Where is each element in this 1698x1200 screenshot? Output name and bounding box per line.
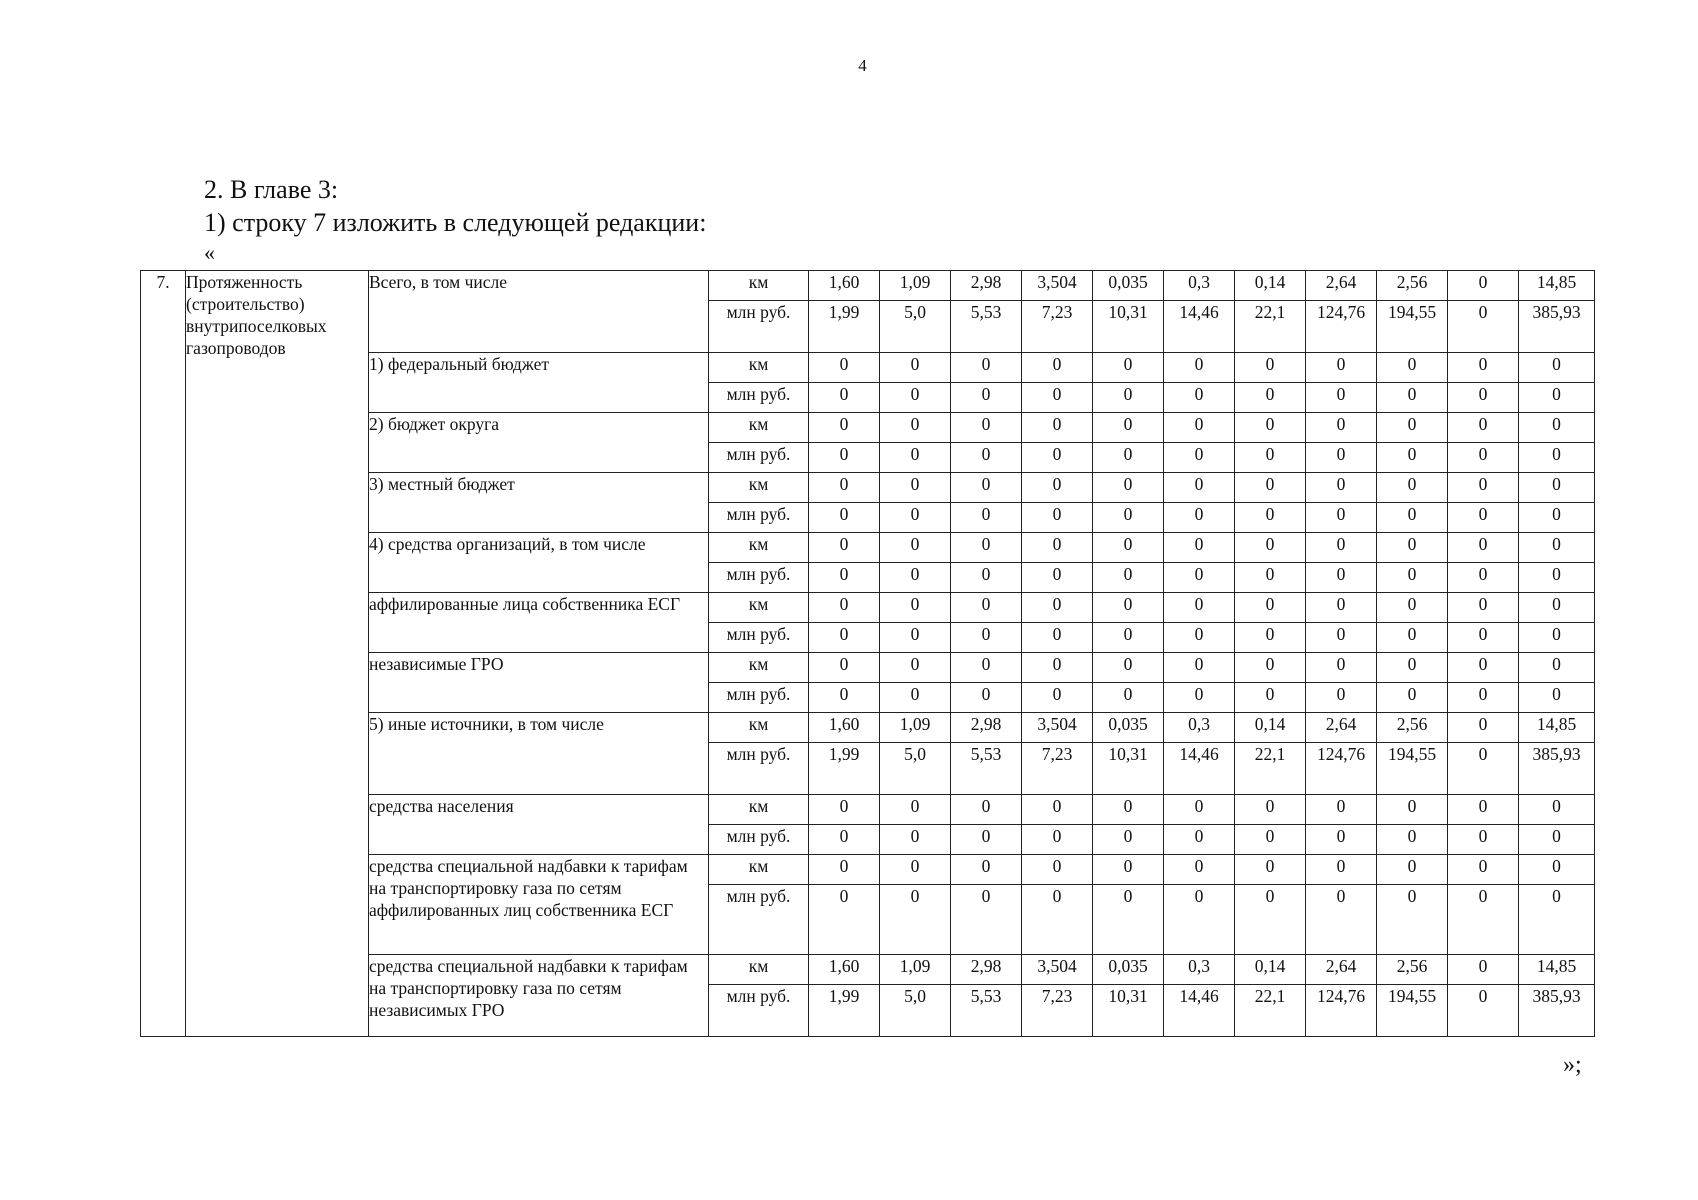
unit-km: км [709, 413, 809, 443]
value-cell: 3,504 [1022, 713, 1093, 743]
unit-km: км [709, 473, 809, 503]
value-cell: 22,1 [1235, 743, 1306, 795]
value-cell: 0 [1306, 795, 1377, 825]
value-cell: 0 [1164, 653, 1235, 683]
value-cell: 0 [1093, 885, 1164, 955]
value-cell: 1,99 [809, 301, 880, 353]
value-cell: 0 [1093, 533, 1164, 563]
value-cell: 14,46 [1164, 743, 1235, 795]
value-cell: 0 [1022, 795, 1093, 825]
unit-km: км [709, 271, 809, 301]
value-cell: 2,98 [951, 955, 1022, 985]
value-cell: 0 [880, 503, 951, 533]
value-cell: 0 [951, 503, 1022, 533]
value-cell: 0 [1235, 623, 1306, 653]
value-cell: 0 [809, 885, 880, 955]
value-cell: 0 [1235, 593, 1306, 623]
value-cell: 0 [1448, 593, 1519, 623]
value-cell: 22,1 [1235, 985, 1306, 1037]
value-cell: 2,64 [1306, 271, 1377, 301]
funding-source-label: средства специальной надбавки к тарифам на транспортировку газа по сетям аффилированных лиц собственника ЕСГ [369, 855, 709, 955]
value-cell: 0,3 [1164, 271, 1235, 301]
value-cell: 0 [951, 533, 1022, 563]
unit-km: км [709, 713, 809, 743]
value-cell: 0 [951, 623, 1022, 653]
value-cell: 0 [1448, 353, 1519, 383]
value-cell: 0 [1164, 825, 1235, 855]
value-cell: 0 [1022, 383, 1093, 413]
value-cell: 0 [1093, 473, 1164, 503]
value-cell: 2,64 [1306, 713, 1377, 743]
value-cell: 0 [951, 683, 1022, 713]
value-cell: 0 [1164, 623, 1235, 653]
value-cell: 0 [1164, 885, 1235, 955]
value-cell: 0 [1448, 503, 1519, 533]
value-cell: 0 [1377, 383, 1448, 413]
funding-source-label: 3) местный бюджет [369, 473, 709, 533]
value-cell: 0 [1022, 503, 1093, 533]
value-cell: 2,56 [1377, 271, 1448, 301]
value-cell: 0 [1235, 353, 1306, 383]
unit-mln-rub: млн руб. [709, 885, 809, 955]
value-cell: 7,23 [1022, 301, 1093, 353]
unit-km: км [709, 955, 809, 985]
value-cell: 0 [1377, 473, 1448, 503]
value-cell: 0 [1377, 503, 1448, 533]
value-cell: 0 [1448, 473, 1519, 503]
table-row [141, 271, 1595, 301]
unit-mln-rub: млн руб. [709, 985, 809, 1037]
value-cell: 0 [1093, 795, 1164, 825]
value-cell: 0 [1519, 443, 1595, 473]
value-cell: 0 [951, 825, 1022, 855]
value-cell: 0 [951, 795, 1022, 825]
value-cell: 0 [1377, 533, 1448, 563]
value-cell: 0 [809, 533, 880, 563]
value-cell: 0 [1448, 443, 1519, 473]
value-cell: 0 [1093, 503, 1164, 533]
value-cell: 0 [1519, 503, 1595, 533]
value-cell: 0 [1235, 473, 1306, 503]
value-cell: 0 [1235, 503, 1306, 533]
value-cell: 0 [880, 533, 951, 563]
value-cell: 0 [1235, 533, 1306, 563]
value-cell: 0 [1093, 353, 1164, 383]
value-cell: 124,76 [1306, 743, 1377, 795]
value-cell: 0 [1093, 855, 1164, 885]
value-cell: 14,85 [1519, 955, 1595, 985]
value-cell: 0,14 [1235, 713, 1306, 743]
value-cell: 0,14 [1235, 955, 1306, 985]
value-cell: 1,09 [880, 713, 951, 743]
value-cell: 5,0 [880, 743, 951, 795]
value-cell: 0 [1306, 593, 1377, 623]
value-cell: 0 [809, 623, 880, 653]
value-cell: 0 [1448, 743, 1519, 795]
value-cell: 0 [1164, 593, 1235, 623]
amendment-instruction: 1) строку 7 изложить в следующей редакции: [204, 208, 707, 237]
value-cell: 0 [1235, 825, 1306, 855]
closing-quote: »; [1563, 1052, 1582, 1078]
value-cell: 0 [1377, 413, 1448, 443]
value-cell: 5,0 [880, 985, 951, 1037]
unit-mln-rub: млн руб. [709, 383, 809, 413]
value-cell: 0 [1519, 533, 1595, 563]
value-cell: 0 [1519, 413, 1595, 443]
value-cell: 0 [1022, 885, 1093, 955]
value-cell: 0 [1164, 563, 1235, 593]
value-cell: 0 [1306, 503, 1377, 533]
value-cell: 10,31 [1093, 743, 1164, 795]
value-cell: 0 [1235, 855, 1306, 885]
value-cell: 0 [1093, 563, 1164, 593]
value-cell: 0 [880, 825, 951, 855]
value-cell: 0 [880, 653, 951, 683]
value-cell: 0 [809, 353, 880, 383]
value-cell: 0 [1519, 383, 1595, 413]
value-cell: 0 [1235, 683, 1306, 713]
value-cell: 0 [951, 855, 1022, 885]
value-cell: 0 [1306, 683, 1377, 713]
value-cell: 0 [1448, 653, 1519, 683]
value-cell: 2,64 [1306, 955, 1377, 985]
value-cell: 0 [1093, 683, 1164, 713]
value-cell: 0 [1022, 683, 1093, 713]
value-cell: 0 [951, 353, 1022, 383]
value-cell: 0 [1022, 413, 1093, 443]
value-cell: 0 [1519, 653, 1595, 683]
value-cell: 0 [1093, 383, 1164, 413]
value-cell: 0 [880, 383, 951, 413]
value-cell: 0 [1022, 443, 1093, 473]
value-cell: 0 [809, 413, 880, 443]
value-cell: 0 [1093, 653, 1164, 683]
value-cell: 0 [809, 383, 880, 413]
value-cell: 0 [1093, 413, 1164, 443]
value-cell: 0 [880, 473, 951, 503]
value-cell: 0 [1377, 825, 1448, 855]
unit-km: км [709, 593, 809, 623]
value-cell: 0 [1306, 533, 1377, 563]
value-cell: 14,85 [1519, 713, 1595, 743]
value-cell: 10,31 [1093, 985, 1164, 1037]
value-cell: 0 [1306, 623, 1377, 653]
value-cell: 0 [1093, 443, 1164, 473]
value-cell: 385,93 [1519, 301, 1595, 353]
funding-source-label: 1) федеральный бюджет [369, 353, 709, 413]
funding-source-label: 2) бюджет округа [369, 413, 709, 473]
value-cell: 0 [1519, 885, 1595, 955]
value-cell: 0 [1022, 623, 1093, 653]
unit-km: км [709, 653, 809, 683]
value-cell: 0 [880, 683, 951, 713]
value-cell: 0 [1235, 563, 1306, 593]
value-cell: 0 [809, 653, 880, 683]
value-cell: 0 [1235, 413, 1306, 443]
value-cell: 3,504 [1022, 955, 1093, 985]
value-cell: 0 [1306, 653, 1377, 683]
value-cell: 14,46 [1164, 985, 1235, 1037]
value-cell: 0 [1235, 383, 1306, 413]
value-cell: 0 [1448, 855, 1519, 885]
value-cell: 0 [1377, 653, 1448, 683]
value-cell: 2,56 [1377, 955, 1448, 985]
value-cell: 0 [1448, 955, 1519, 985]
value-cell: 0 [951, 653, 1022, 683]
value-cell: 0 [1093, 593, 1164, 623]
value-cell: 0 [1519, 593, 1595, 623]
value-cell: 0 [1235, 443, 1306, 473]
value-cell: 2,98 [951, 271, 1022, 301]
value-cell: 194,55 [1377, 743, 1448, 795]
funding-source-label: независимые ГРО [369, 653, 709, 713]
value-cell: 0 [1448, 533, 1519, 563]
value-cell: 0 [1519, 683, 1595, 713]
value-cell: 7,23 [1022, 743, 1093, 795]
value-cell: 0 [880, 413, 951, 443]
unit-mln-rub: млн руб. [709, 301, 809, 353]
value-cell: 0 [1519, 795, 1595, 825]
value-cell: 385,93 [1519, 743, 1595, 795]
value-cell: 0 [951, 473, 1022, 503]
value-cell: 0 [951, 383, 1022, 413]
value-cell: 0 [1164, 795, 1235, 825]
value-cell: 0 [1448, 713, 1519, 743]
value-cell: 0 [1093, 623, 1164, 653]
value-cell: 0 [1164, 503, 1235, 533]
value-cell: 0 [1377, 353, 1448, 383]
value-cell: 0 [1448, 563, 1519, 593]
value-cell: 0,14 [1235, 271, 1306, 301]
unit-mln-rub: млн руб. [709, 825, 809, 855]
value-cell: 0 [880, 563, 951, 593]
value-cell: 0 [1448, 271, 1519, 301]
value-cell: 0 [1022, 563, 1093, 593]
value-cell: 0 [809, 443, 880, 473]
value-cell: 0 [951, 885, 1022, 955]
value-cell: 0,3 [1164, 955, 1235, 985]
value-cell: 0 [1448, 413, 1519, 443]
value-cell: 0 [1022, 533, 1093, 563]
value-cell: 0 [1306, 443, 1377, 473]
value-cell: 0 [1448, 623, 1519, 653]
value-cell: 0,3 [1164, 713, 1235, 743]
value-cell: 0 [809, 563, 880, 593]
value-cell: 0 [1306, 855, 1377, 885]
value-cell: 1,60 [809, 271, 880, 301]
value-cell: 1,99 [809, 985, 880, 1037]
value-cell: 0 [1448, 795, 1519, 825]
funding-source-label: 4) средства организаций, в том числе [369, 533, 709, 593]
value-cell: 1,09 [880, 955, 951, 985]
value-cell: 0 [1022, 593, 1093, 623]
value-cell: 0 [1235, 653, 1306, 683]
value-cell: 0 [1448, 985, 1519, 1037]
value-cell: 0 [1164, 353, 1235, 383]
value-cell: 0 [809, 473, 880, 503]
value-cell: 0 [1448, 885, 1519, 955]
value-cell: 0 [1022, 473, 1093, 503]
unit-mln-rub: млн руб. [709, 443, 809, 473]
value-cell: 0 [1306, 413, 1377, 443]
value-cell: 0,035 [1093, 955, 1164, 985]
value-cell: 0 [1306, 353, 1377, 383]
unit-mln-rub: млн руб. [709, 623, 809, 653]
value-cell: 5,53 [951, 985, 1022, 1037]
value-cell: 0 [1519, 623, 1595, 653]
value-cell: 5,53 [951, 743, 1022, 795]
value-cell: 3,504 [1022, 271, 1093, 301]
value-cell: 0 [1377, 683, 1448, 713]
value-cell: 10,31 [1093, 301, 1164, 353]
funding-source-label: 5) иные источники, в том числе [369, 713, 709, 795]
unit-mln-rub: млн руб. [709, 503, 809, 533]
value-cell: 0 [1235, 795, 1306, 825]
value-cell: 14,85 [1519, 271, 1595, 301]
row-number: 7. [141, 271, 186, 1037]
value-cell: 0 [809, 503, 880, 533]
value-cell: 0 [1377, 443, 1448, 473]
value-cell: 0 [880, 623, 951, 653]
funding-source-label: аффилированные лица собственника ЕСГ [369, 593, 709, 653]
unit-km: км [709, 795, 809, 825]
value-cell: 0 [1519, 825, 1595, 855]
value-cell: 0 [951, 413, 1022, 443]
value-cell: 0 [1022, 855, 1093, 885]
value-cell: 0 [951, 443, 1022, 473]
value-cell: 0 [1164, 533, 1235, 563]
value-cell: 0 [809, 683, 880, 713]
value-cell: 0 [1448, 825, 1519, 855]
value-cell: 0 [1164, 443, 1235, 473]
value-cell: 0 [880, 855, 951, 885]
value-cell: 0 [809, 855, 880, 885]
table-body [141, 271, 1595, 1037]
value-cell: 5,0 [880, 301, 951, 353]
value-cell: 0 [1306, 885, 1377, 955]
value-cell: 0 [1022, 353, 1093, 383]
unit-km: км [709, 533, 809, 563]
value-cell: 0 [880, 885, 951, 955]
value-cell: 385,93 [1519, 985, 1595, 1037]
value-cell: 0 [1377, 623, 1448, 653]
value-cell: 0 [1519, 855, 1595, 885]
value-cell: 124,76 [1306, 985, 1377, 1037]
value-cell: 0 [880, 443, 951, 473]
value-cell: 0 [809, 795, 880, 825]
value-cell: 1,09 [880, 271, 951, 301]
value-cell: 0,035 [1093, 713, 1164, 743]
value-cell: 1,60 [809, 955, 880, 985]
value-cell: 0 [1377, 885, 1448, 955]
value-cell: 194,55 [1377, 301, 1448, 353]
funding-source-label: Всего, в том числе [369, 271, 709, 353]
value-cell: 0 [1022, 653, 1093, 683]
value-cell: 0 [880, 353, 951, 383]
value-cell: 0 [1306, 825, 1377, 855]
value-cell: 0 [1519, 563, 1595, 593]
chapter-heading: 2. В главе 3: [204, 175, 339, 204]
value-cell: 0 [1306, 473, 1377, 503]
amendment-table [140, 270, 1595, 1037]
value-cell: 0 [1306, 563, 1377, 593]
value-cell: 0,035 [1093, 271, 1164, 301]
row-title: Протяженность (строительство) внутрипоселковых газопроводов [186, 271, 369, 1037]
value-cell: 0 [1022, 825, 1093, 855]
value-cell: 14,46 [1164, 301, 1235, 353]
unit-mln-rub: млн руб. [709, 743, 809, 795]
unit-km: км [709, 855, 809, 885]
value-cell: 0 [1093, 825, 1164, 855]
value-cell: 1,99 [809, 743, 880, 795]
value-cell: 0 [951, 593, 1022, 623]
unit-mln-rub: млн руб. [709, 563, 809, 593]
value-cell: 0 [1519, 473, 1595, 503]
value-cell: 0 [809, 825, 880, 855]
funding-source-label: средства населения [369, 795, 709, 855]
page-number: 4 [858, 56, 867, 75]
value-cell: 1,60 [809, 713, 880, 743]
value-cell: 124,76 [1306, 301, 1377, 353]
value-cell: 0 [809, 593, 880, 623]
funding-source-label: средства специальной надбавки к тарифам на транспортировку газа по сетям независимых ГРО [369, 955, 709, 1037]
value-cell: 22,1 [1235, 301, 1306, 353]
value-cell: 0 [1377, 593, 1448, 623]
value-cell: 0 [1448, 301, 1519, 353]
value-cell: 0 [1235, 885, 1306, 955]
value-cell: 0 [1164, 855, 1235, 885]
value-cell: 0 [951, 563, 1022, 593]
value-cell: 2,98 [951, 713, 1022, 743]
value-cell: 0 [1519, 353, 1595, 383]
value-cell: 0 [1377, 563, 1448, 593]
value-cell: 0 [1448, 383, 1519, 413]
unit-mln-rub: млн руб. [709, 683, 809, 713]
value-cell: 0 [1164, 683, 1235, 713]
value-cell: 2,56 [1377, 713, 1448, 743]
value-cell: 5,53 [951, 301, 1022, 353]
value-cell: 0 [1377, 855, 1448, 885]
value-cell: 0 [880, 593, 951, 623]
value-cell: 194,55 [1377, 985, 1448, 1037]
value-cell: 7,23 [1022, 985, 1093, 1037]
value-cell: 0 [1164, 413, 1235, 443]
value-cell: 0 [1448, 683, 1519, 713]
unit-km: км [709, 353, 809, 383]
value-cell: 0 [1306, 383, 1377, 413]
value-cell: 0 [1164, 383, 1235, 413]
value-cell: 0 [880, 795, 951, 825]
value-cell: 0 [1164, 473, 1235, 503]
value-cell: 0 [1377, 795, 1448, 825]
opening-quote: « [204, 240, 215, 265]
